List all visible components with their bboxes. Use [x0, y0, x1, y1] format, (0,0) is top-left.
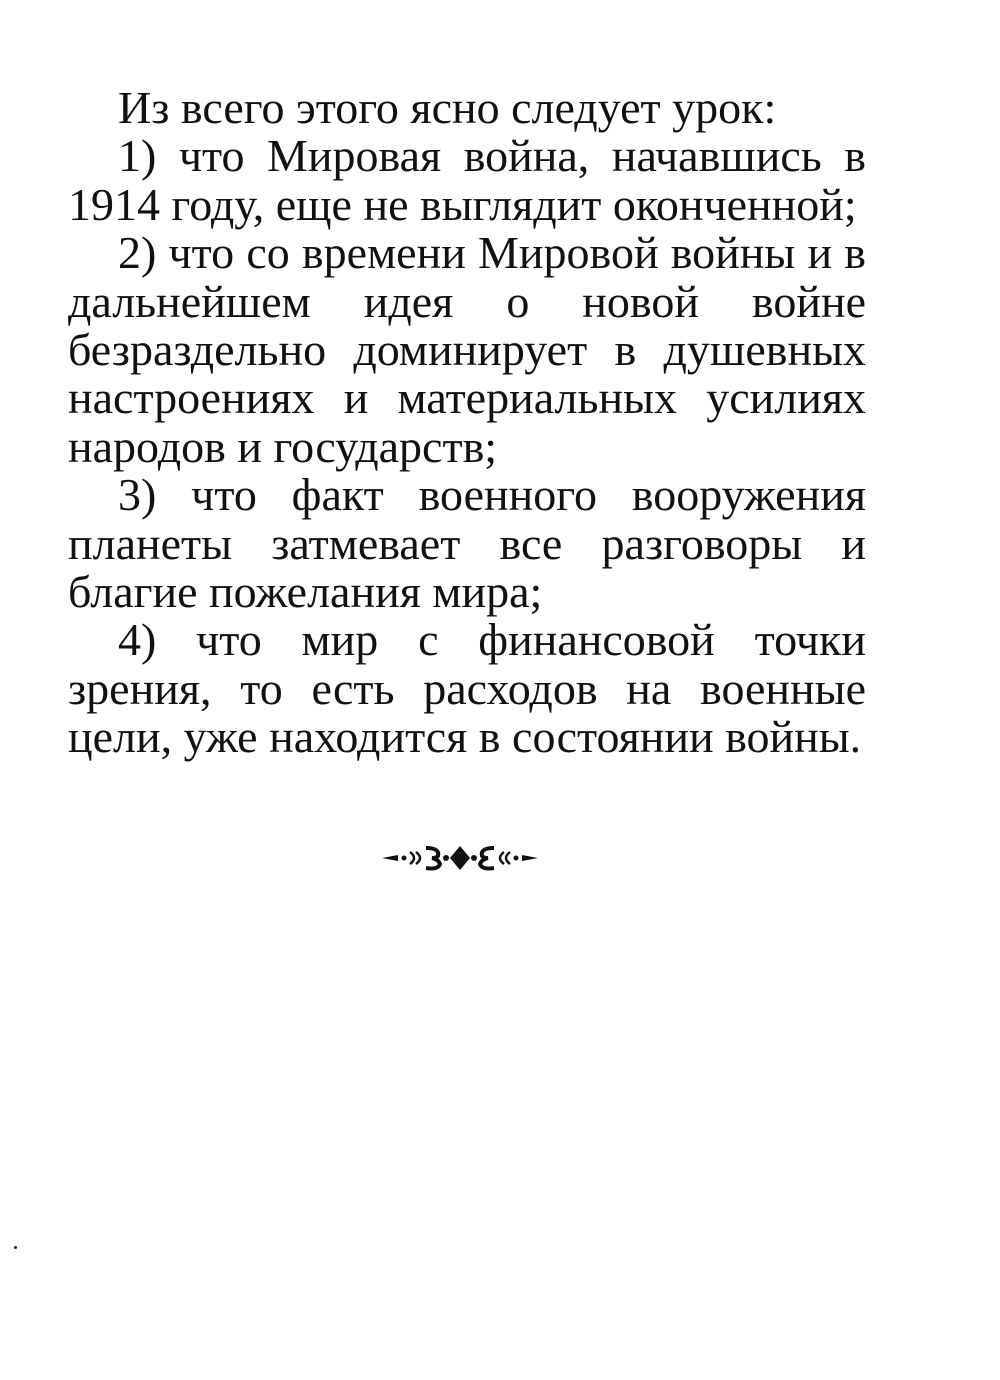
print-speck: [14, 1246, 17, 1249]
paragraph-point-3: 3) что факт военного вооружения планеты затмевает все разговоры и благие пожелания мира;: [68, 469, 866, 618]
paragraph-point-1: 1) что Мировая война, начавшись в 1914 году, еще не выглядит оконченной;: [68, 130, 866, 230]
paragraph-intro: Из всего этого ясно следует урок:: [118, 82, 777, 133]
body-text: [68, 84, 866, 762]
paragraph-point-2: 2) что со времени Мировой войны и в дальнейшем идея о новой войне безраздельно доминирует в душевных настроениях и материальных усилиях народов и государств;: [68, 227, 866, 472]
decorative-vignette-icon: [380, 840, 540, 876]
paragraph-point-4: 4) что мир с финансовой точки зрения, то есть расходов на военные цели, уже находится в состоянии войны.: [68, 614, 866, 763]
